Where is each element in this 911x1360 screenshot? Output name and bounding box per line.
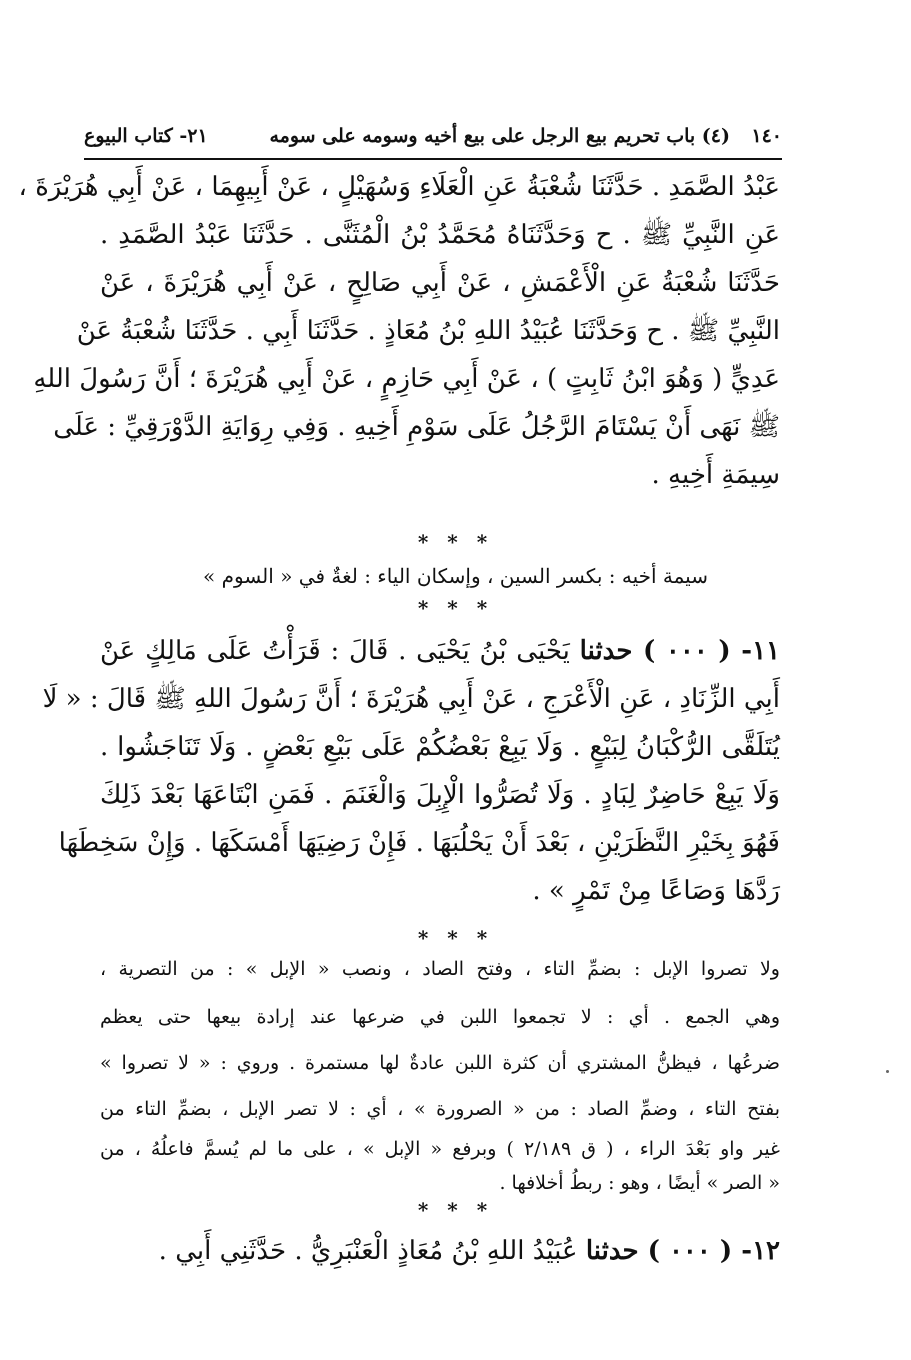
footnote-line: بفتح التاء ، وضمِّ الصاد : من « الصرورة » ، أي : لا تصر الإبل ، بضمِّ التاء من: [100, 1098, 780, 1120]
section-separator: * * *: [417, 926, 494, 950]
section-separator: * * *: [417, 596, 494, 620]
hadith-text: عُبَيْدُ اللهِ بْنُ مُعَاذٍ الْعَنْبَرِيُّ . حَدَّثَنِي أَبِي .: [158, 1236, 578, 1266]
footnote-line: وهي الجمع . أي : لا تجمعوا اللبن في ضرعها عند إرادة بيعها حتى يعظم: [100, 1006, 780, 1028]
hadith-line: حَدَّثَنَا شُعْبَةُ عَنِ الْأَعْمَشِ ، عَنْ أَبِي صَالِحٍ ، عَنْ أَبِي هُرَيْرَةَ ، عَنْ: [100, 268, 780, 298]
margin-mark: [886, 1070, 889, 1073]
hadith-line: رَدَّهَا وَصَاعًا مِنْ تَمْرٍ » .: [532, 876, 780, 906]
hadith-11-first-line: [100, 628, 780, 674]
section-separator: * * *: [417, 1198, 494, 1222]
hadith-line: سِيمَةِ أَخِيهِ .: [651, 460, 780, 490]
page-number: ١٤٠: [751, 125, 782, 147]
section-separator: * * *: [417, 530, 494, 554]
hadith-line: أَبِي الزِّنَادِ ، عَنِ الْأَعْرَجِ ، عَنْ أَبِي هُرَيْرَةَ ؛ أَنَّ رَسُولَ اللهِ ﷺ قَالَ : « لَا: [42, 684, 780, 714]
hadith-12-line: [100, 1228, 780, 1274]
footnote-line: ولا تصروا الإبل : بضمِّ التاء ، وفتح الصاد ، ونصب « الإبل » : من التصرية ،: [100, 958, 780, 980]
hadith-line: ﷺ نَهَى أَنْ يَسْتَامَ الرَّجُلُ عَلَى سَوْمِ أَخِيهِ . وَفِي رِوَايَةِ الدَّوْرَقِيِّ : عَلَى: [53, 412, 780, 442]
hadith-line: عَبْدُ الصَّمَدِ . حَدَّثَنَا شُعْبَةُ عَنِ الْعَلَاءِ وَسُهَيْلٍ ، عَنْ أَبِيهِمَا ، عَنْ أَبِي هُرَيْرَةَ ،: [18, 172, 780, 202]
hadith-line: فَهُوَ بِخَيْرِ النَّظَرَيْنِ ، بَعْدَ أَنْ يَحْلُبَهَا . فَإِنْ رَضِيَهَا أَمْسَكَهَا . وَإِنْ سَخِطَهَا: [58, 828, 780, 858]
footnote-sima: سيمة أخيه : بكسر السين ، وإسكان الياء : لغةٌ في « السوم »: [203, 564, 708, 588]
footnote-line: غير واو بَعْدَ الراء ، ( ق ٢/١٨٩ ) وبرفع « الإبل » ، على ما لم يُسمَّ فاعلُهُ ، من: [100, 1138, 780, 1160]
hadith-number: ١٢- ( ٠٠٠ ) حدثنا: [585, 1236, 780, 1266]
chapter-title: (٤) باب تحريم بيع الرجل على بيع أخيه وسومه على سومه: [269, 125, 730, 147]
hadith-line: عَدِيٍّ ( وَهُوَ ابْنُ ثَابِتٍ ) ، عَنْ أَبِي حَازِمٍ ، عَنْ أَبِي هُرَيْرَةَ ؛ أَنَّ رَسُولَ اللهِ: [33, 364, 780, 394]
hadith-line: يُتَلَقَّى الرُّكْبَانُ لِبَيْعٍ . وَلَا يَبِعْ بَعْضُكُمْ عَلَى بَيْعِ بَعْضٍ . وَلَا تَنَاجَشُوا .: [100, 732, 780, 762]
page-header: [84, 118, 782, 154]
hadith-line: عَنِ النَّبِيِّ ﷺ . ح وَحَدَّثَنَاهُ مُحَمَّدُ بْنُ الْمُثَنَّى . حَدَّثَنَا عَبْدُ الصَّمَدِ .: [100, 220, 780, 250]
footnote-line: « الصر » أيضًا ، وهو : ربطُ أخلافها .: [499, 1172, 780, 1194]
hadith-number: ١١- ( ٠٠٠ ) حدثنا: [579, 636, 781, 666]
hadith-line: وَلَا يَبِعْ حَاضِرٌ لِبَادٍ . وَلَا تُصَرُّوا الْإِبِلَ وَالْغَنَمَ . فَمَنِ ابْتَاعَهَا بَعْدَ ذَلِكَ: [100, 780, 780, 810]
hadith-line: النَّبِيِّ ﷺ . ح وَحَدَّثَنَا عُبَيْدُ اللهِ بْنُ مُعَاذٍ . حَدَّثَنَا أَبِي . حَدَّثَنَا شُعْبَةُ عَنْ: [76, 316, 780, 346]
hadith-text: يَحْيَى بْنُ يَحْيَى . قَالَ : قَرَأْتُ عَلَى مَالِكٍ عَنْ: [100, 636, 570, 666]
footnote-line: ضرعُها ، فيظنُّ المشتري أن كثرة اللبن عادةٌ لها مستمرة . وروي : « لا تصروا »: [100, 1052, 780, 1074]
header-rule: [84, 158, 782, 160]
book-title: ٢١- كتاب البيوع: [84, 125, 208, 147]
